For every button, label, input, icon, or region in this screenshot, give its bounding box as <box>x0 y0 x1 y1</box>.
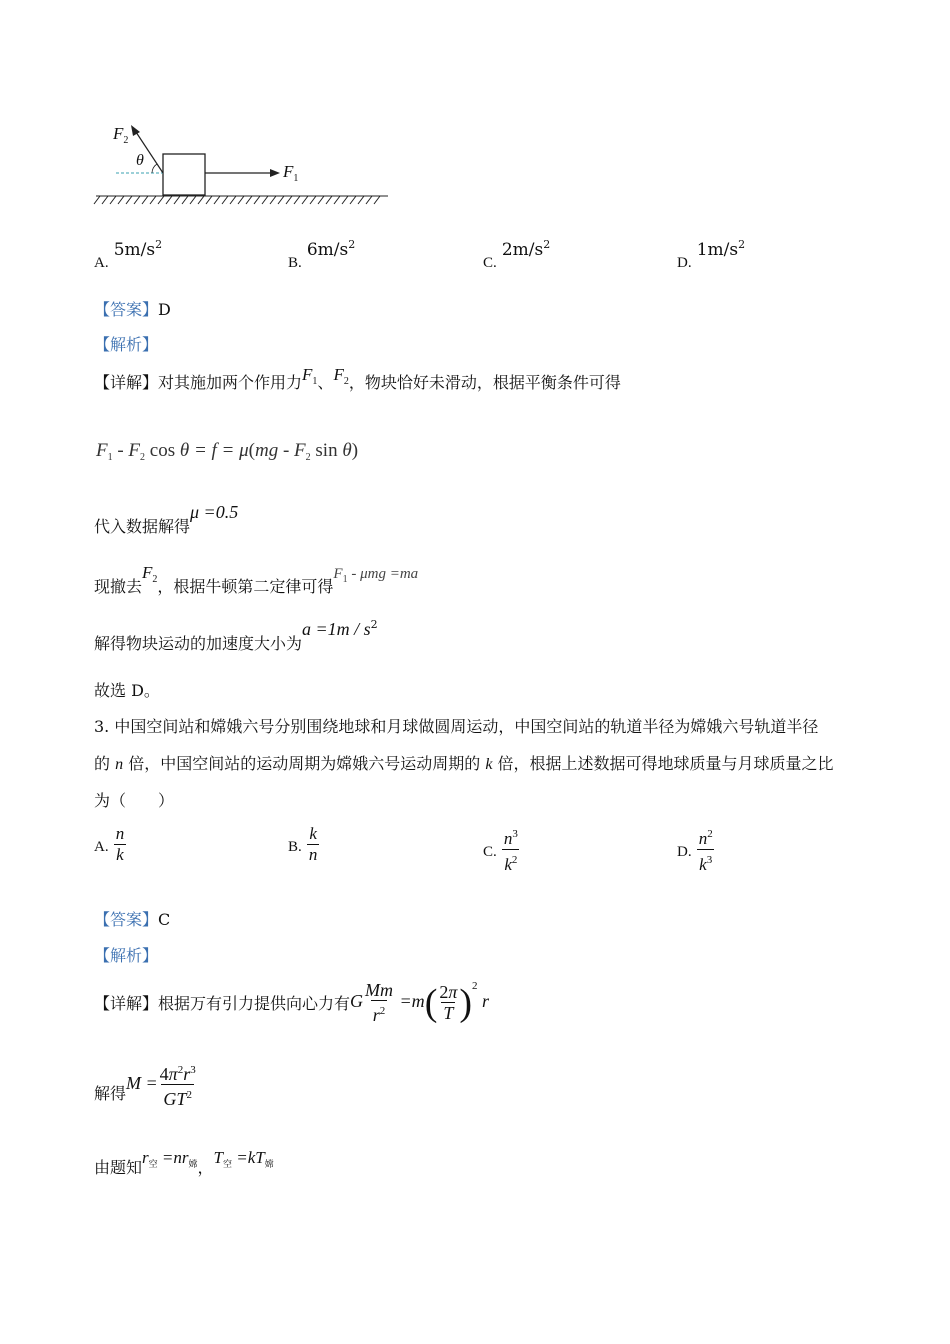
sub-label: 代入数据解得 <box>94 517 191 536</box>
hatch-mark <box>206 196 212 204</box>
q2-conclusion: 故选 D。 <box>94 681 160 700</box>
theta-label: θ <box>136 152 144 169</box>
q2-option-b[interactable] <box>288 238 356 271</box>
q2-analysis-tag: 【解析】 <box>94 335 159 354</box>
hatch-mark <box>190 196 196 204</box>
ground-hatching <box>94 196 388 204</box>
q2-substitute <box>94 500 239 536</box>
hatch-mark <box>110 196 116 204</box>
option-letter: D. <box>677 255 692 271</box>
detail-tag: 【详解】 <box>94 373 159 392</box>
option-letter: B. <box>288 839 302 855</box>
gravity-equation: G $\frac{Mm}{r^2}$ =m( $\frac{2\pi}{T}$ )$^2$ r <box>350 980 490 1026</box>
hatch-mark <box>166 196 172 204</box>
hatch-mark <box>278 196 284 204</box>
hatch-mark <box>150 196 156 204</box>
hatch-mark <box>118 196 124 204</box>
block <box>163 154 205 195</box>
option-value: 2m/s <box>501 240 544 260</box>
hatch-mark <box>294 196 300 204</box>
numerator: n <box>698 829 708 848</box>
hatch-mark <box>214 196 220 204</box>
q3-option-d[interactable] <box>677 824 715 875</box>
hatch-mark <box>158 196 164 204</box>
option-sup: 2 <box>155 238 163 251</box>
theta-arc <box>152 164 157 173</box>
q3-option-c[interactable] <box>483 824 520 875</box>
denominator: k <box>116 845 124 864</box>
numerator: n <box>503 829 513 848</box>
option-sup: 2 <box>543 238 551 251</box>
q2-remove-f2: 现撤去$F_2$，根据牛顿第二定律可得$F_1 - \mu mg =ma$ <box>94 563 419 596</box>
answer-tag: 【答案】 <box>94 910 159 929</box>
option-letter: D. <box>677 844 692 860</box>
hatch-mark <box>334 196 340 204</box>
accel-sup: 2 <box>370 618 378 631</box>
accel-text: 解得物块运动的加速度大小为 <box>94 634 303 653</box>
numerator-sup: 3 <box>512 828 518 840</box>
q2-option-a[interactable] <box>94 238 163 271</box>
stem-var: k <box>485 756 493 773</box>
option-value: 5m/s <box>113 240 156 260</box>
hatch-mark <box>350 196 356 204</box>
q3-option-a[interactable] <box>94 824 126 865</box>
f2-arrowhead <box>131 125 140 136</box>
hatch-mark <box>182 196 188 204</box>
detail-text: ，物块恰好未滑动，根据平衡条件可得 <box>348 373 621 392</box>
stem-var: n <box>115 756 124 773</box>
hatch-mark <box>174 196 180 204</box>
q3-answer <box>94 907 170 930</box>
numerator-sup: 2 <box>707 828 713 840</box>
numerator: k <box>309 824 317 843</box>
hatch-mark <box>254 196 260 204</box>
denominator: k <box>504 855 512 874</box>
q3-stem-line2 <box>94 751 834 774</box>
answer-value: C <box>158 910 171 929</box>
remove-text: 现撤去 <box>94 577 143 596</box>
hatch-mark <box>318 196 324 204</box>
q3-given <box>94 1145 274 1177</box>
option-letter: A. <box>94 839 109 855</box>
period-relation: $T_空 =kT_嫦$ <box>213 1148 274 1169</box>
q2-detail: 【详解】对其施加两个作用力$F_1$、$F_2$，物块恰好未滑动，根据平衡条件可得 <box>94 365 621 392</box>
denominator: n <box>308 845 318 864</box>
option-letter: B. <box>288 255 302 271</box>
hatch-mark <box>366 196 372 204</box>
hatch-mark <box>134 196 140 204</box>
hatch-mark <box>262 196 268 204</box>
given-label: 由题知 <box>94 1158 143 1177</box>
q2-acceleration <box>94 617 378 653</box>
q2-option-c[interactable] <box>483 238 551 271</box>
q2-equilibrium-equation: $F_1 - F_2$ $\cos \theta = f = \mu(mg - F_2$ sin θ) <box>96 440 359 463</box>
hatch-mark <box>94 196 100 204</box>
hatch-mark <box>302 196 308 204</box>
q3-solve <box>94 1060 198 1109</box>
q3-detail <box>94 980 489 1025</box>
hatch-mark <box>270 196 276 204</box>
hatch-mark <box>198 196 204 204</box>
hatch-mark <box>326 196 332 204</box>
hatch-mark <box>126 196 132 204</box>
f2-label: $F_2$ <box>113 124 129 146</box>
detail-tag: 【详解】 <box>94 994 159 1013</box>
denominator-sup: 3 <box>706 854 713 866</box>
option-value: 6m/s <box>306 240 349 260</box>
hatch-mark <box>230 196 236 204</box>
mu-value: μ =0.5 <box>190 502 239 522</box>
q3-option-b[interactable] <box>288 824 319 865</box>
stem-text: 倍，根据上述数据可得地球质量与月球质量之比 <box>497 754 834 773</box>
detail-text: 根据万有引力提供向心力有 <box>158 994 351 1013</box>
q3-stem-line1: 3. 中国空间站和嫦娥六号分别围绕地球和月球做圆周运动，中国空间站的轨道半径为嫦娥六号轨道半径 <box>94 717 819 736</box>
hatch-mark <box>358 196 364 204</box>
mass-equation: M = $\frac{4\pi^2r^3}{GT^2}$ <box>126 1064 196 1109</box>
q3-stem-line3: 为（ ） <box>94 791 175 810</box>
option-letter: C. <box>483 844 497 860</box>
answer-tag: 【答案】 <box>94 300 159 319</box>
option-value: 1m/s <box>696 240 739 260</box>
hatch-mark <box>342 196 348 204</box>
detail-sep: 、 <box>317 373 334 392</box>
hatch-mark <box>246 196 252 204</box>
hatch-mark <box>374 196 380 204</box>
given-sep: ， <box>197 1158 214 1177</box>
f1-label: $F_1$ <box>283 162 299 184</box>
radius-relation: $r_空 =nr_嫦$ <box>142 1148 198 1169</box>
accel-value: a =1m / s <box>302 619 371 639</box>
q2-option-d[interactable] <box>677 238 746 271</box>
remove-text: ，根据牛顿第二定律可得 <box>157 577 334 596</box>
q2-answer <box>94 297 171 320</box>
denominator-sup: 2 <box>511 854 518 866</box>
detail-text: 对其施加两个作用力 <box>158 373 303 392</box>
hatch-mark <box>102 196 108 204</box>
stem-text: 倍，中国空间站的运动周期为嫦娥六号运动周期的 <box>128 754 481 773</box>
answer-value: D <box>158 300 171 319</box>
numerator: n <box>115 824 125 843</box>
f1-arrowhead <box>270 169 280 177</box>
q3-analysis-tag: 【解析】 <box>94 946 159 965</box>
option-sup: 2 <box>738 238 746 251</box>
hatch-mark <box>310 196 316 204</box>
option-sup: 2 <box>348 238 356 251</box>
hatch-mark <box>238 196 244 204</box>
denominator: k <box>699 855 707 874</box>
hatch-mark <box>286 196 292 204</box>
option-letter: A. <box>94 255 109 271</box>
stem-text: 的 <box>94 754 111 773</box>
hatch-mark <box>222 196 228 204</box>
option-letter: C. <box>483 255 497 271</box>
solve-label: 解得 <box>94 1083 127 1103</box>
hatch-mark <box>142 196 148 204</box>
